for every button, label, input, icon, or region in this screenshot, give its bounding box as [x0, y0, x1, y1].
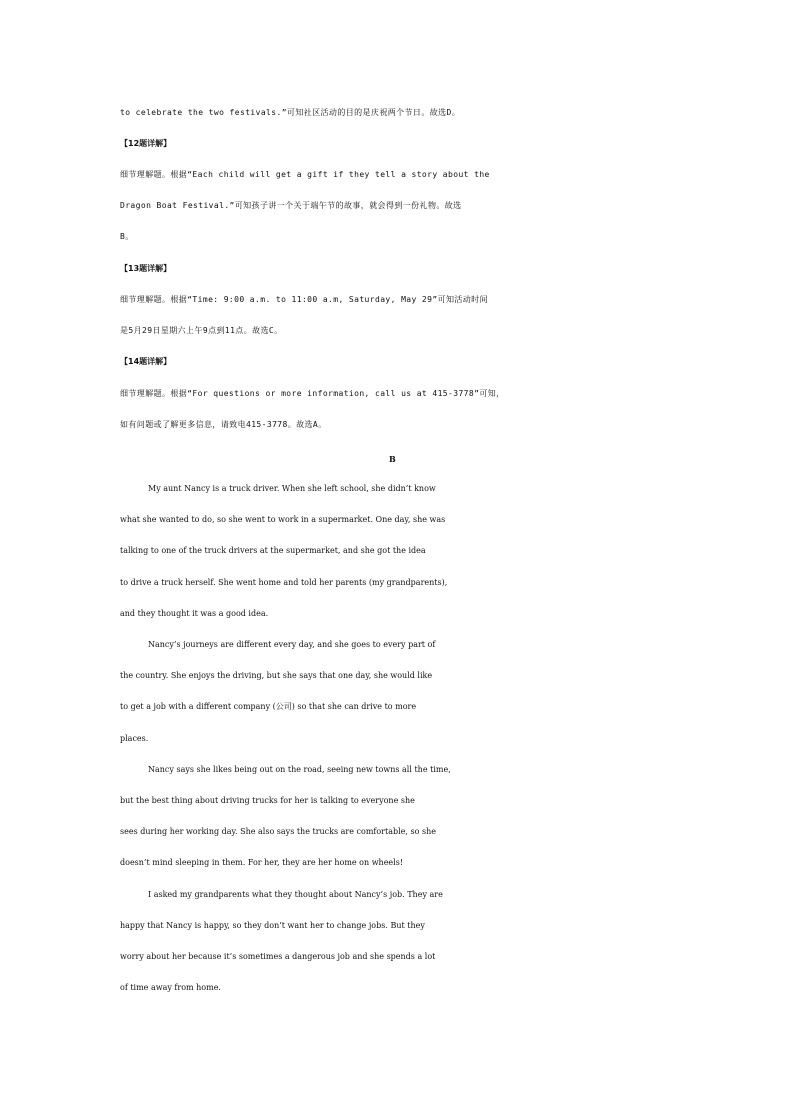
- passage-line: to drive a truck herself. She went home and told her parents (my grandparents),: [120, 578, 448, 587]
- q12-header: 【12题详解】: [120, 139, 172, 148]
- q13-line-1: 细节理解题。根据“Time: 9:00 a.m. to 11:00 a.m, Saturday, May 29”可知活动时间: [120, 295, 488, 304]
- passage-line: and they thought it was a good idea.: [120, 609, 269, 618]
- q13-header: 【13题详解】: [120, 264, 172, 273]
- q12-line-3: B。: [120, 232, 134, 241]
- passage-line: Nancy’s journeys are different every day, and she goes to every part of: [148, 640, 436, 649]
- q12-line-1: 细节理解题。根据“Each child will get a gift if they tell a story about the: [120, 170, 490, 179]
- passage-title: B: [389, 454, 396, 464]
- q14-line-1: 细节理解题。根据“For questions or more information, call us at 415-3778”可知，: [120, 389, 505, 398]
- passage-line: doesn’t mind sleeping in them. For her, they are her home on wheels!: [120, 858, 404, 867]
- answer-line-q11-end: to celebrate the two festivals.”可知社区活动的目的是庆祝两个节日。故选D。: [120, 108, 461, 117]
- q13-line-2: 是5月29日星期六上午9点到11点。故选C。: [120, 326, 283, 335]
- passage-line: talking to one of the truck drivers at the supermarket, and she got the idea: [120, 546, 426, 555]
- passage-line: worry about her because it’s sometimes a dangerous job and she spends a lot: [120, 952, 436, 961]
- q14-header: 【14题详解】: [120, 357, 172, 366]
- passage-line: places.: [120, 734, 149, 743]
- passage-line: happy that Nancy is happy, so they don’t want her to change jobs. But they: [120, 921, 425, 930]
- passage-line: I asked my grandparents what they thought about Nancy’s job. They are: [148, 890, 443, 899]
- passage-line: to get a job with a different company (公司) so that she can drive to more: [120, 702, 417, 711]
- passage-line: what she wanted to do, so she went to work in a supermarket. One day, she was: [120, 515, 446, 524]
- passage-line: the country. She enjoys the driving, but she says that one day, she would like: [120, 671, 433, 680]
- q14-line-2: 如有问题或了解更多信息，请致电415-3778。故选A。: [120, 420, 327, 429]
- passage-line: but the best thing about driving trucks for her is talking to everyone she: [120, 796, 415, 805]
- passage-line: sees during her working day. She also says the trucks are comfortable, so she: [120, 827, 436, 836]
- passage-line: Nancy says she likes being out on the road, seeing new towns all the time,: [148, 765, 451, 774]
- passage-line: of time away from home.: [120, 983, 221, 992]
- passage-line: My aunt Nancy is a truck driver. When she left school, she didn’t know: [148, 484, 436, 493]
- q12-line-2: Dragon Boat Festival.”可知孩子讲一个关于端午节的故事，就会得到一份礼物。故选: [120, 201, 462, 210]
